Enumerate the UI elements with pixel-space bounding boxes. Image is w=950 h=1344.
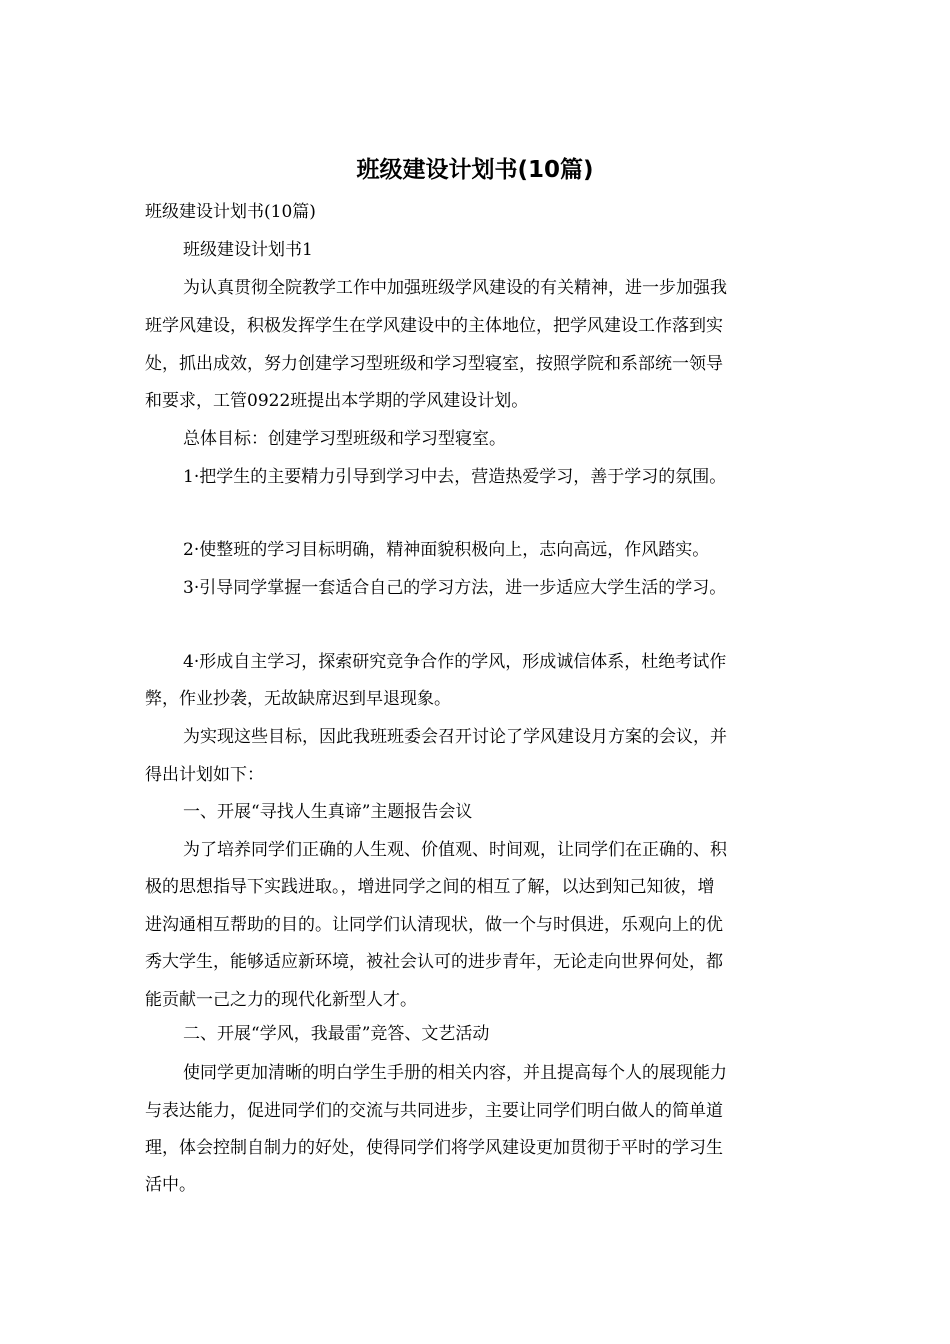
- goal-item-4-cont: 弊，作业抄袭，无故缺席迟到早退现象。: [145, 689, 451, 709]
- paragraph-line: 和要求，工管0922班提出本学期的学风建设计划。: [145, 391, 529, 411]
- paragraph-line: 理，体会控制自制力的好处，使得同学们将学风建设更加贯彻于平时的学习生: [145, 1138, 723, 1158]
- goal-item-4: 4·形成自主学习，探索研究竞争合作的学风，形成诚信体系，杜绝考试作: [183, 652, 727, 672]
- paragraph-line: 秀大学生，能够适应新环境，被社会认可的进步青年，无论走向世界何处，都: [145, 952, 723, 972]
- plan-heading-1: 一、开展“寻找人生真谛”主题报告会议: [183, 802, 473, 822]
- paragraph-line: 处，抓出成效，努力创建学习型班级和学习型寝室，按照学院和系部统一领导: [145, 354, 723, 374]
- paragraph-line: 极的思想指导下实践进取。，增进同学之间的相互了解，以达到知己知彼，增: [145, 877, 715, 897]
- goal-item-1: 1·把学生的主要精力引导到学习中去，营造热爱学习，善于学习的氛围。: [183, 467, 727, 487]
- paragraph-line: 得出计划如下：: [145, 765, 264, 785]
- paragraph-line: 活中。: [145, 1175, 196, 1195]
- paragraph-line: 使同学更加清晰的明白学生手册的相关内容，并且提高每个人的展现能力: [183, 1063, 727, 1083]
- paragraph-line: 进沟通相互帮助的目的。让同学们认清现状，做一个与时俱进，乐观向上的优: [145, 915, 723, 935]
- goal-item-2: 2·使整班的学习目标明确，精神面貌积极向上，志向高远，作风踏实。: [183, 540, 710, 560]
- goal-statement: 总体目标：创建学习型班级和学习型寝室。: [183, 429, 506, 449]
- document-title: 班级建设计划书(10篇): [356, 157, 594, 183]
- plan-heading-2: 二、开展“学风，我最雷”竞答、文艺活动: [183, 1024, 490, 1044]
- paragraph-line: 为了培养同学们正确的人生观、价值观、时间观，让同学们在正确的、积: [183, 840, 727, 860]
- paragraph-line: 为实现这些目标，因此我班班委会召开讨论了学风建设月方案的会议，并: [183, 727, 727, 747]
- paragraph-line: 与表达能力，促进同学们的交流与共同进步，主要让同学们明白做人的简单道: [145, 1101, 723, 1121]
- paragraph-line: 班学风建设，积极发挥学生在学风建设中的主体地位，把学风建设工作落到实: [145, 316, 723, 336]
- goal-item-3: 3·引导同学掌握一套适合自己的学习方法，进一步适应大学生活的学习。: [183, 578, 727, 598]
- paragraph-line: 为认真贯彻全院教学工作中加强班级学风建设的有关精神，进一步加强我: [183, 278, 727, 298]
- section-heading: 班级建设计划书1: [183, 240, 313, 260]
- document-subtitle: 班级建设计划书(10篇): [145, 202, 316, 222]
- paragraph-line: 能贡献一己之力的现代化新型人才。: [145, 990, 417, 1010]
